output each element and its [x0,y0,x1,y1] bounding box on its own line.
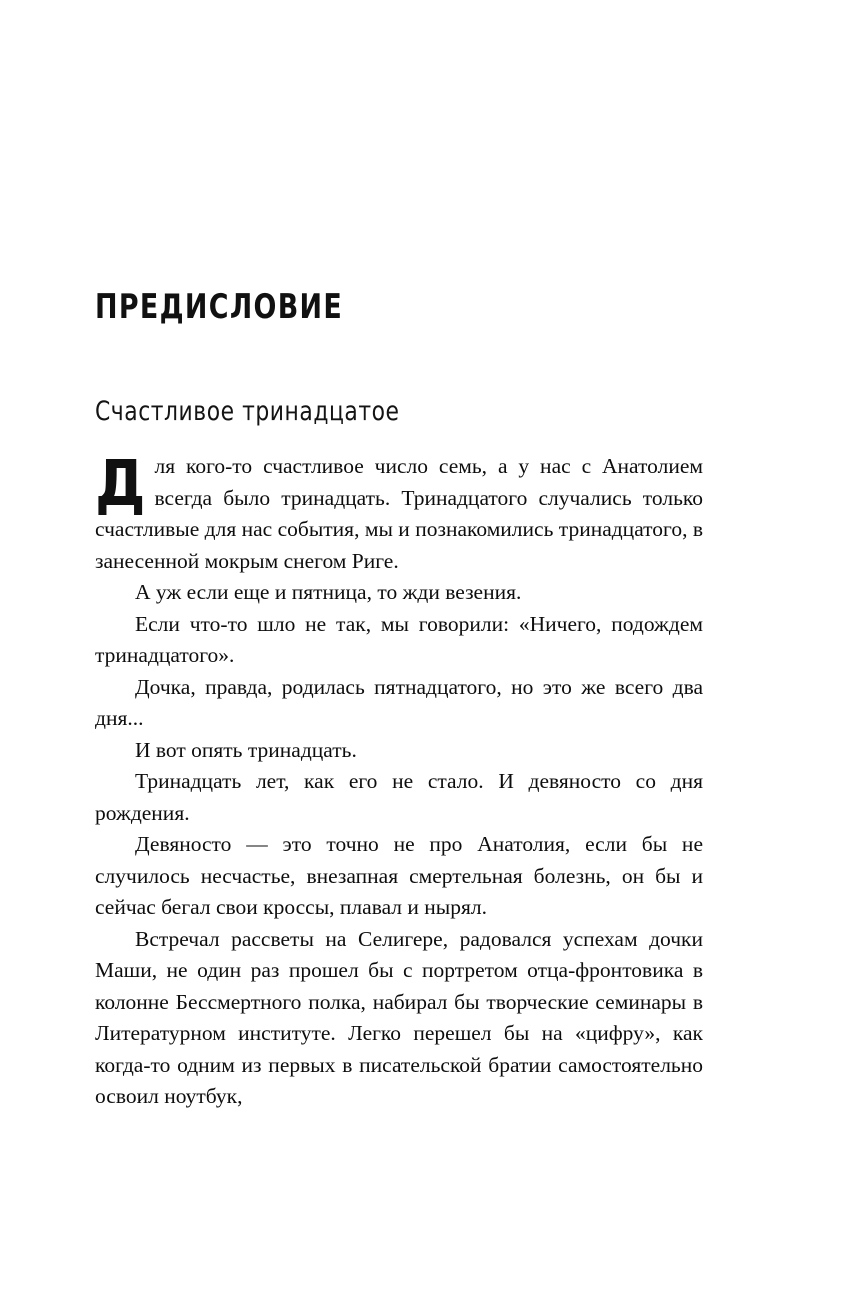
section-title: Счастливое тринадцатое [95,396,400,427]
paragraph: Тринадцать лет, как его не стало. И девяносто со дня рождения. [95,769,703,825]
drop-cap: Д [95,447,146,520]
paragraph: Если что-то шло не так, мы говорили: «Ничего, подождем тринадцатого». [95,611,703,667]
paragraph: Встречал рассветы на Селигере, радовался успехам дочки Маши, не один раз прошел бы с портретом отца-фронтовика в колонне Бессмертного полка, набирал бы творческие семинары в Литературном институте. Легко перешел бы на «цифру», как когда-то одним из первых в писательской братии самостоятельно освоил ноутбук, [95,926,703,1108]
paragraph-text: ля кого-то счастливое число семь, а у нас с Анатолием всегда было тринадцать. Тринадцатого случались только счастливые для нас события, мы и познакомились тринадцатого, в занесенной мокрым снегом Риге. [95,454,703,573]
paragraph: И вот опять тринадцать. [135,737,357,762]
chapter-title: ПРЕДИСЛОВИЕ [95,287,344,327]
paragraph [95,447,703,577]
paragraph: Девяносто — это точно не про Анатолия, если бы не случилось несчастье, внезапная смертельная болезнь, он бы и сейчас бегал свои кроссы, плавал и нырял. [95,832,703,919]
paragraph: А уж если еще и пятница, то жди везения. [135,580,522,604]
body-text [95,447,703,1113]
paragraph: Дочка, правда, родилась пятнадцатого, но это же всего два дня... [95,674,703,730]
